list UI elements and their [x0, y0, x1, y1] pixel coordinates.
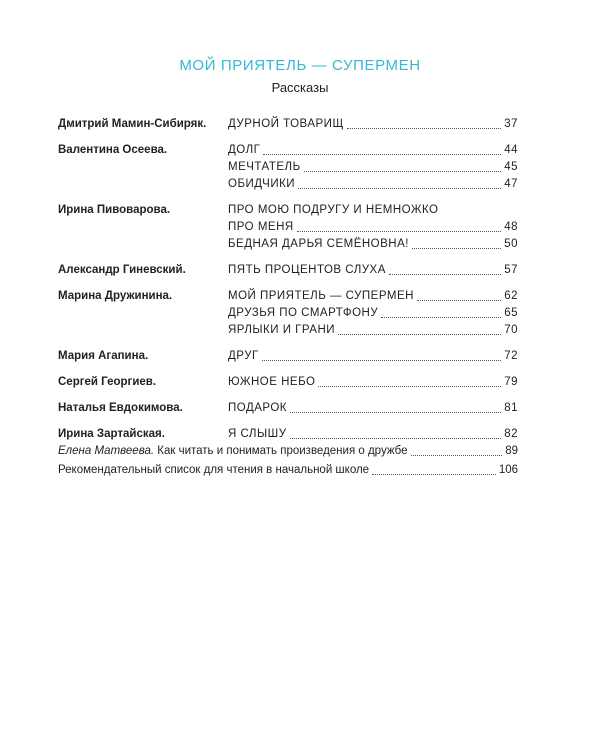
toc-entry[interactable]	[228, 348, 518, 365]
toc-entry[interactable]	[228, 142, 518, 159]
story-title: ДОЛГ	[228, 144, 261, 156]
extra-title: Как читать и понимать произведения о дружбе	[157, 445, 408, 457]
collection-subtitle: Рассказы	[271, 80, 329, 95]
author-name: Ирина Зартайская.	[58, 428, 165, 440]
toc-entry[interactable]	[228, 288, 518, 305]
page-number: 106	[498, 464, 518, 476]
toc-extra-afterword[interactable]	[58, 443, 518, 460]
story-title: ПРО МОЮ ПОДРУГУ И НЕМНОЖКО	[228, 204, 439, 216]
toc-group	[58, 426, 518, 443]
entry-list	[228, 288, 518, 339]
story-title: ПОДАРОК	[228, 402, 287, 414]
leader-dots	[411, 455, 503, 456]
toc-entry[interactable]	[228, 322, 518, 339]
entry-list	[228, 202, 518, 253]
author-name: Дмитрий Мамин-Сибиряк.	[58, 118, 207, 130]
toc-entry[interactable]	[228, 176, 518, 193]
page-number: 62	[504, 290, 518, 302]
author-name: Сергей Георгиев.	[58, 376, 157, 388]
toc-group	[58, 202, 518, 253]
leader-dots	[381, 317, 501, 318]
toc-group	[58, 348, 518, 365]
leader-dots	[417, 300, 501, 301]
toc-group	[58, 142, 518, 193]
entry-list	[228, 116, 518, 133]
page-number: 72	[504, 350, 518, 362]
story-title: ПРО МЕНЯ	[228, 221, 294, 233]
entry-list	[228, 400, 518, 417]
entry-list	[228, 348, 518, 365]
toc-group	[58, 262, 518, 279]
story-title: БЕДНАЯ ДАРЬЯ СЕМЁНОВНА!	[228, 238, 409, 250]
toc-group	[58, 400, 518, 417]
entry-list	[228, 374, 518, 391]
toc-group	[58, 116, 518, 133]
page-number: 44	[504, 144, 518, 156]
story-title: МЕЧТАТЕЛЬ	[228, 161, 301, 173]
toc-group	[58, 288, 518, 339]
leader-dots	[297, 231, 502, 232]
leader-dots	[290, 412, 501, 413]
leader-dots	[412, 248, 501, 249]
toc-entry[interactable]	[228, 374, 518, 391]
toc-entry[interactable]	[228, 159, 518, 176]
toc-entry[interactable]	[228, 236, 518, 253]
author-name: Мария Агапина.	[58, 350, 149, 362]
page-number: 45	[504, 161, 518, 173]
toc-entry[interactable]	[228, 400, 518, 417]
leader-dots	[298, 188, 501, 189]
story-title: ДРУГ	[228, 350, 259, 362]
author-name: Марина Дружинина.	[58, 290, 173, 302]
leader-dots	[338, 334, 501, 335]
story-title: ПЯТЬ ПРОЦЕНТОВ СЛУХА	[228, 264, 386, 276]
table-of-contents	[58, 116, 518, 452]
collection-title: МОЙ ПРИЯТЕЛЬ — СУПЕРМЕН	[179, 57, 421, 74]
toc-extra-reading-list[interactable]	[58, 462, 518, 479]
toc-entry[interactable]	[228, 202, 518, 219]
toc-entry[interactable]	[228, 219, 518, 236]
page-number: 48	[504, 221, 518, 233]
entry-list	[228, 426, 518, 443]
page-number: 65	[504, 307, 518, 319]
leader-dots	[304, 171, 502, 172]
page-number: 47	[504, 178, 518, 190]
toc-entry[interactable]	[228, 262, 518, 279]
leader-dots	[389, 274, 501, 275]
author-name: Наталья Евдокимова.	[58, 402, 183, 414]
page-number: 57	[504, 264, 518, 276]
page-number: 81	[504, 402, 518, 414]
author-name: Валентина Осеева.	[58, 144, 168, 156]
story-title: ОБИДЧИКИ	[228, 178, 296, 190]
entry-list	[228, 262, 518, 279]
story-title: Я СЛЫШУ	[228, 428, 287, 440]
toc-entry[interactable]	[228, 305, 518, 322]
entry-list	[228, 142, 518, 193]
author-name: Александр Гиневский.	[58, 264, 186, 276]
story-title: ДУРНОЙ ТОВАРИЩ	[228, 118, 344, 130]
leader-dots	[263, 154, 501, 155]
story-title: ДРУЗЬЯ ПО СМАРТФОНУ	[228, 307, 379, 319]
leader-dots	[318, 386, 501, 387]
toc-group	[58, 374, 518, 391]
leader-dots	[347, 128, 501, 129]
page-number: 82	[504, 428, 518, 440]
page-number: 89	[505, 445, 518, 457]
story-title: ЯРЛЫКИ И ГРАНИ	[228, 324, 336, 336]
extra-author: Елена Матвеева.	[58, 445, 155, 457]
leader-dots	[262, 360, 501, 361]
toc-entry[interactable]	[228, 116, 518, 133]
page-number: 37	[504, 118, 518, 130]
story-title: ЮЖНОЕ НЕБО	[228, 376, 316, 388]
page-number: 50	[504, 238, 518, 250]
toc-entry[interactable]	[228, 426, 518, 443]
extra-title: Рекомендательный список для чтения в начальной школе	[58, 464, 370, 476]
leader-dots	[290, 438, 502, 439]
story-title: МОЙ ПРИЯТЕЛЬ — СУПЕРМЕН	[228, 290, 414, 302]
page-number: 79	[504, 376, 518, 388]
leader-dots	[372, 474, 496, 475]
author-name: Ирина Пивоварова.	[58, 204, 171, 216]
page-number: 70	[504, 324, 518, 336]
